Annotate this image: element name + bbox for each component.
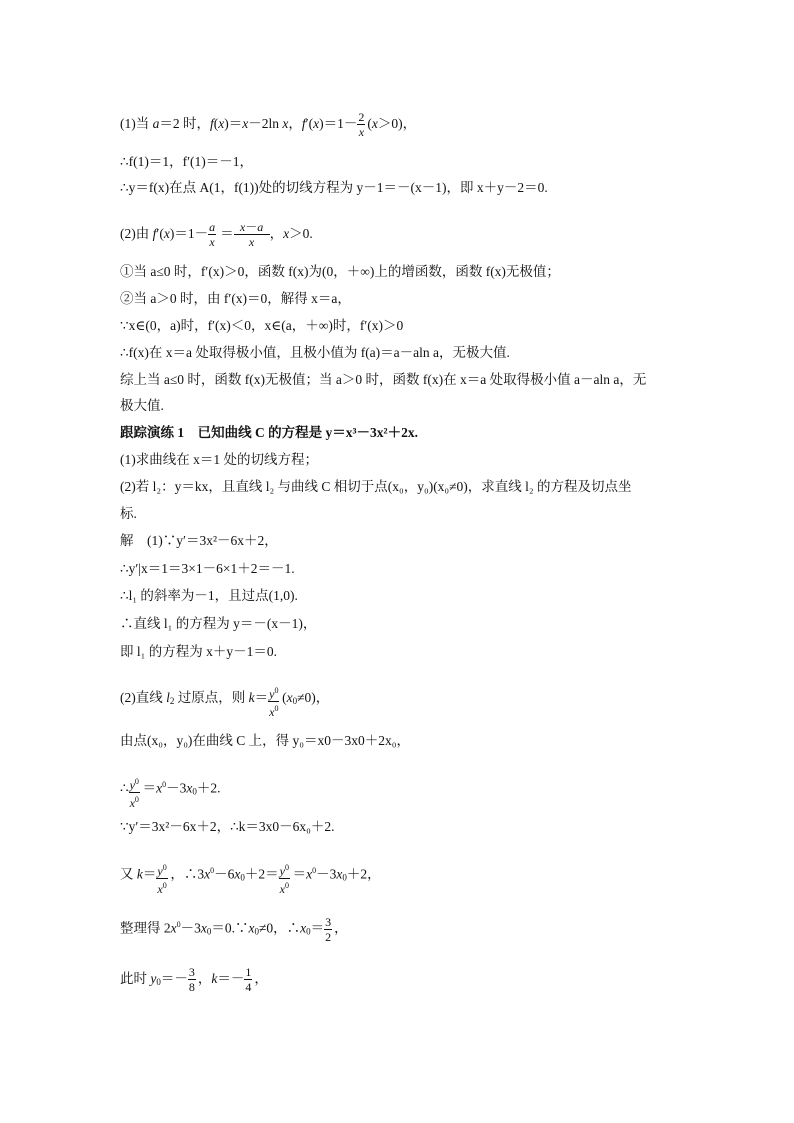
text-line: (1)求曲线在 x＝1 处的切线方程； [120, 452, 318, 467]
text-line: 即 l₁ 的方程为 x＋y－1＝0. [120, 644, 277, 659]
text-line: ②当 a＞0 时，由 f′(x)＝0，解得 x＝a， [120, 291, 351, 306]
text-line: ①当 a≤0 时，f′(x)＞0，函数 f(x)为(0，＋∞)上的增函数，函数 f(x)无极值； [120, 264, 560, 279]
text-line: (2)直线 $l_2$ 过原点，则 k＝ $\frac{y^0}{x^0}$ $(x_0\ne 0)$， [120, 686, 330, 719]
text-line: ∴直线 l₁ 的方程为 y＝－(x－1)， [120, 616, 317, 631]
text-line: 整理得 $2x^0-3x_0=0.\because x_0\ne 0$，$\therefore x_0=$ $\frac{3}{2}$ ， [120, 914, 348, 944]
text-line: 极大值. [120, 398, 164, 413]
text-line: ∴ $\frac{y^0}{x^0}$ $=x^0-3x_0+2$. [120, 776, 221, 810]
solution-line: 解 (1)∵y′＝3x²－6x＋2， [120, 533, 278, 548]
text-line: 此时 $y_0=-$ $\frac{3}{8}$ ，k＝－ $\frac{1}{4}$ ， [120, 965, 268, 994]
text-line: ∴l₁ 的斜率为－1，且过点(1,0). [120, 588, 298, 603]
text-line: (1)当 a＝2 时，f(x)＝x－2ln x，f′(x)＝1－ $\frac{2}{x}$ (x＞0)， [120, 110, 417, 139]
text-line: ∴f(x)在 x＝a 处取得极小值，且极小值为 f(a)＝a－aln a，无极大值. [120, 345, 510, 360]
text-line: 综上当 a≤0 时，函数 f(x)无极值；当 a＞0 时，函数 f(x)在 x＝a 处取得极小值 a－aln a，无 [120, 372, 647, 387]
text-line: ∴y＝f(x)在点 A(1，f(1))处的切线方程为 y－1＝－(x－1)，即 x＋y－2＝0. [120, 180, 548, 195]
text-line: ∵x∈(0，a)时，f′(x)＜0，x∈(a，＋∞)时，f′(x)＞0 [120, 318, 404, 333]
text-line: (2)由 f′(x)＝1－ $\frac{a}{x}$ ＝ $\frac{x-a}{x}$ ，x＞0. [120, 220, 313, 249]
text-line: (2)若 l₂：y＝kx，且直线 l₂ 与曲线 C 相切于点(x₀，y₀)(x₀≠0)，求直线 l₂ 的方程及切点坐 [120, 479, 632, 494]
exercise-heading: 跟踪演练 1 已知曲线 C 的方程是 y＝x³－3x²＋2x. [120, 425, 418, 440]
text-line: ∵y′＝3x²－6x＋2，∴k＝3x0－6x₀＋2. [120, 819, 335, 834]
text-line: 标. [120, 506, 137, 521]
text-line: ∴f(1)＝1，f′(1)＝－1， [120, 154, 254, 169]
text-line: 又 k＝ $\frac{y^0}{x^0}$ ，$\therefore 3x^0-6x_0+2=$ $\frac{y^0}{x^0}$ $=x^0-3x_0+2$， [120, 862, 381, 896]
text-line: 由点(x₀，y₀)在曲线 C 上，得 y₀＝x0－3x0＋2x₀， [120, 733, 410, 748]
text-line: ∴y′|x＝1＝3×1－6×1＋2＝－1. [120, 561, 295, 576]
